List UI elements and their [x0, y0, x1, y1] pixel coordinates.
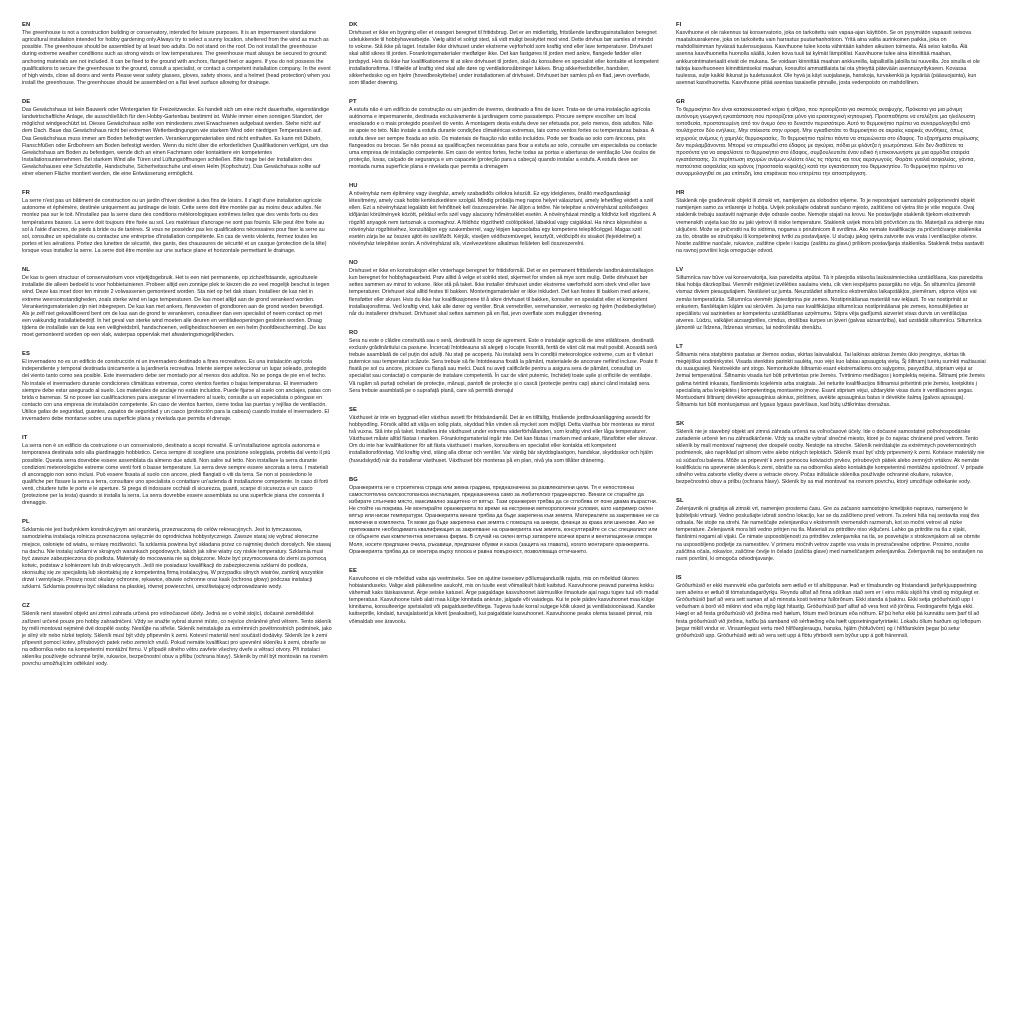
language-code: EN — [22, 22, 31, 28]
language-section — [22, 603, 332, 668]
language-section — [22, 22, 332, 87]
language-section — [349, 22, 659, 87]
instruction-text: Оранжерията не е строителна сграда или зимна градина, предназначена за развлекателни цели. Тя е непостоянна самостоятелна селскостопанска инсталация, предназначена само за любителско градинарство. Винаги се старайте да избирате слънчево място, максимално защитено от вятър. Тази оранжерия трябва да се сглобява от поне двама възрастни. Не стойте на покрива. Не монтирайте оранжерията по време на екстремни метеорологични условия, като например силен вятър или ниски температури. Оранжерията винаги трябва да бъде закрепена към земята. Материалите за закрепване не са включени в комплекта. Тя може да бъде закрепена към земята с помощта на анкери, фланци за крака или шнекове. Ако не притежавате необходимата квалификация за закрепване на оранжерията към земята, консултирайте се със специалист или се обърнете към компетентна монтажна фирма. В случай на силен вятър затворете всички врати и вентилационни отвори Моля, носете предпазни очила, ръкавици, предпазни обувки и каска (защита на главата), когато монтирате оранжерията. Оранжерията трябва да се монтира върху плоска и равна повърхност, позволяваща оттичането. — [349, 484, 659, 555]
instruction-text: Gróðurhúsið er ekki mannvirki eða garðstofa sem ætluð er til afslöppunar. Það er tímabundin og fristandandi jarðyrkjuuppsetning sem aðeins er ætluð til tómstundagarðyrkju. Reyndu alltaf að finna sólríkan stað sem er í eins miklu skjóli frá vindi og mögulegt er. Gróðurhúsið þarf að vera sett saman af að minnsta kosti tveimur fullorðnum. Ekki standa á þakinu. Ekki setja gróðurhúsið upp í veðurham á borð við mikinn vind eða mjög lágt hitastig. Gróðurhúsið þarf alltaf að vera fest við jörðina. Festingarefni fylgja ekki. Hægt er að festa gróðurhúsið við jörðina með hælum, fótum með brúnum eða nöfrum. Ef þú hefur ekki þá kunnáttu sem þarf til að festa gróðurhúsið við jörðina, hafðu þá samband við sérfræðing eða hæft uppsetningarfyrirtæki. Lokaðu öllum hurðum og loftopum þegar mikill vindur er. Vinsamlegast vertu með hlífðargleraugu, hanska, hjálm (höfuðvörn) og í hlífðarskóm þegar þú setur gróðurhúsið upp. Gróðurhúsið ætti að vera sett upp á flötu yfirborði sem býður upp á gott frárennsli. — [676, 583, 981, 639]
language-code: DK — [349, 22, 358, 28]
language-code: IT — [22, 435, 28, 442]
instruction-text: Siltumnīca nav būve vai konservatorija, kas paredzēta atpūtai. Tā ir pārejoša stāvoša lauksaimnieciska uzstādīšana, kas paredzēta tikai hobija dārzkopībai. Vienmēr mēģiniet izvēlēties saulainu vietu, cik vien iespējams pasargātu no vēja. Šo siltumnīcu jāmontē vismaz diviem pieaugušajiem. Nestāviet uz jumta. Neuzstādiet siltumnīcu ekstremālos laikapstākļos, piemēram, stipros vējos vai zemās temperatūrās. Siltumnīca vienmēr jāpiestiprina pie zemes. Nostiprināšanas materiāli nav iekļauti. To var nostiprināt ar enkuriem, flanšētajām kājām vai skrūvēm. Ja jums nav kvalifikācijas siltumnīcas nostiprināšanai pie zemes, konsultējieties ar speciālistu vai sazinieties ar kompetentu uzstādīšanas uzņēmumu. Stipra vēja gadījumā aizveriet visas durvis un ventilācijas atveres. Lūdzu, valkājiet aizsargbrilles, cimdus, drošības kurpes un ķiveri (galvas aizsardzība), kad uzstādāt siltumnīcu. Siltumnīca jāmontē uz līdzena, līdzenas virsmas, lai nodrošinātu drenāžu. — [676, 275, 983, 331]
language-section — [349, 407, 659, 465]
language-section — [349, 568, 659, 626]
language-section — [349, 183, 659, 248]
language-section — [349, 99, 659, 171]
language-code: SE — [349, 406, 357, 413]
language-code: HU — [349, 183, 358, 189]
column-left — [22, 22, 332, 1024]
instruction-text: Kasvihuone ei ole rakennus tai konservatorio, joka on tarkoitettu vain vapaa-ajan käyttöön. Se on pysymätön vapaasti seisova maatalousrakenne, joka on tarkoitettu vain harrastus puutarhanhoitoon. Yritä aina valita aurinkoinen paikka, joka on mahdollisimman hyvässä tuulensuojassa. Kasvihuone tulee koota vähintään kahden aikuisen toimesta. Älä seiso katolla. Älä asenna kasvihuonetta huonolla säällä, kuten kova tuuli tai kylmät lämpötilat. Kasvihuone tulee aina kiinnittää maahan, ankkurointimateriaalit eivät ole mukana. Se voidaan kiinnittää maahan ankkureilla, laipallisilla jaloilla tai ruuveilla. Jos sinulla ei ole taitoja kasvihuoneen kiinnittämiseksi maahan, konsultoi ammattilaista tai ota yhteyttä pätevään asennusyritykseen. Kovassa tuulessa, sulje kaikki ikkunat ja tuuletusaukot. Ole hyvä ja käyt suojalaseja, hanskoja, turvakenkiä ja kypärää (pääsuojainta), kun asennat kasvihuonetta. Kasvihuone pitää asentaa tasaiselle pinnalle, josta vedenpoisto on mahdollinen. — [676, 30, 980, 86]
language-section — [22, 435, 332, 507]
instruction-text: Kasvuhoone ei ole mõeldud vaba aja veetmiseks. See on ajutine iseseisev põllumajanduslik rajatis, mis on mõeldud üksnes hobiaianduseks. Valige alati päikeseline asukoht, mis on tuulte eest võimalikult hästi kaitstud. Kasvuhoone peavad paneima kokku vähemalt kaks täiskasvanut. Ärge seiske katusel. Ärge paigaldage kasvuhoonet äärmuslike ilmaolude ajal nagu tugev tuul või madal temperatuur. Kasvuhoone tuleb alati maa külge kinnitada ankrute, jalgade või vaiadega. Kui te pole pädev kasvuhoonet maa külge kinnitama, konsulteerige spetsialisti või paigaldusettevõttega. Tugeva tuule korral sulgege kõik uksed ja ventilatsiooniavad. Kandke kaitseprille, kindaid, turvajalatseid ja kiivrit (peakaitset), kui paigaldate kasvuhoonet. Kasvuhoone peaks olema tasasel pinnal, mis võimaldab vee äravoolu. — [349, 575, 659, 625]
language-code: CZ — [22, 603, 30, 610]
instruction-text: Zelenjavnik ni gradnja ali zimski vrt, namenjen prostemu času. Gre za začasno samostojno kmetijsko napravo, namenjeno le ljubiteljski vrtnarji. Vedno poskušajte izbrati sončno lokacijo, kar se da zaščiteno pred vetrom. Ta zeleni hiša naj sestavita vsaj dva odrasla. Ne stojte na strehi. Ne nameščajte zelenjavnika v ekstremnih vremenskih razmerah, kot so močni vetrovi ali nizke temperature. Zelenjavnik mora biti vedno pritrjen na tla. Materiali za pritrditev niso vključeni. Lahko ga pritrdite na tla z vijaki, flanšnimi nogami ali vijaki. Če nimate usposobljenosti za pritrditev zelenjavnika na tla, se posvetujte s strokovnjakom ali se obrnite na usposobljeno podjetje za namestitev. V primeru močnih vetrov zaprite vsa vrata in prezračevalne odprtine. Prosimo, nosite zaščitna očala, rokavice, zaščitne čevlje in čelado (zaščita glave) med nameščanjem zelenjavnika. Zelenjavnik naj bo sestavljen na ravni površini, ki omogoča odvodnjavanje. — [676, 506, 983, 562]
language-code: FI — [676, 22, 682, 28]
instruction-text: A növényház nem építmény vagy üvegház, amely szabadidős célokra készült. Ez egy ideiglenes, önálló mezőgazdasági létesítmény, amely csak hobbi kertészkedésre szolgál. Mindig próbálja meg napos helyet választani, amely lehetőleg védett a szél ellen. Ezt a növényházat legalább két felnőttnek kell összeszerelnie. Ne álljon a tetőre. Ne telepítse a növényházat szélsőséges időjárási körülmények között, például erős szél vagy alacsony hőmérséklet esetén. A növényházat mindig a földhöz kell rögzíteni. A rögzítő anyagok nem tartoznak a csomaghoz. A földhöz rögzíthető csölöpökkel, lábakkal vagy csigákkal. Ha nincs képesítése a növényház rögzítéséhez, konzultáljon egy szakemberrel, vagy lépjen kapcsolatba egy kompetens telepítőcéggel. Magas szél esetén zárja be az összes ajtót és szellőzőt. Kérjük, viseljen védőszemüveget, kesztyűt, védőcipőt és sisakot (fejvédelmet) a növényház telepítése során. A növényházat sík, vízelvezetésre alkalmas felületen kell összeszerelni. — [349, 191, 656, 247]
language-section — [676, 267, 986, 332]
instruction-text: Drivhuset er ikke en konstruksjon eller vinterhage beregnet for fritidsformål. Det er en permanent frittstående landbruksinstallasjon kun beregnet for hobbyhagearbeid. Prøv alltid å velge et solrikt sted, skjermet for vinden så mye som mulig. Dette drivhuset bør settes sammen av minst to voksne. Ikke stå på taket. Ikke installer drivhuset under ekstreme værforhold som sterk vind eller lave temperaturer. Drivhuset skal alltid festes til bakken. Monteringsmaterialer er ikke inkludert. Det kan festes til bakken med ankere, flensføtter eller skruer. Hvis du ikke har kvalifikasjonene til å sikre drivhuset til bakken, konsulter en spesialist eller et kompetent installasjonsfirma. Ved kraftig vind, lukk alle dører og ventiler. Bruk vernebriller, vernehansker, vernesko og hjelm (hodebeskyttelse) når du installerer drivhuset. Drivhuset skal settes sammen på en flat, jevn overflate som muliggjør drenering. — [349, 268, 656, 317]
language-section — [676, 190, 986, 255]
language-code: SK — [676, 420, 685, 427]
language-section — [676, 22, 986, 87]
language-section — [676, 99, 986, 178]
language-code: HR — [676, 190, 685, 197]
instruction-text: The greenhouse is not a construction building or conservatory, intended for leisure purposes. It is an impermanent standalone agricultural installation intended for hobby gardening only.Always try to select a sunny location, sheltered from the wind as much as possible. The greenhouse should be assembled by at least two adults. Do not stand on the roof. Do not install the greenhouse during extreme weather conditions such as strong winds or low temperatures. The greenhouse must always be secured to ground: anchoring materials are not included. It can be fixed to the ground with anchors, flanged feet or augers. If you do not possess the qualifications to secure the greenhouse to the ground, consult a specialist, or contact a competent installation company. In the event of high winds, close all doors and vents Please wear safety glasses, gloves, safety shoes, and a helmet (head protection) when you install the greenhouse. The greenhouse should be assembled on a flat level surface allowing for drainage. — [22, 30, 331, 86]
language-code: NL — [22, 267, 30, 274]
language-code: FR — [22, 190, 30, 197]
instruction-text: Szklarnia nie jest budynkiem konstrukcyjnym ani oranżerią, przeznaczoną do celów rekreacyjnych. Jest to tymczasowa, samodzielna instalacja rolnicza przeznaczona wyłącznie do ogrodnictwa hobbystycznego. Zawsze staraj się wybrać słoneczne miejsce, osłonięte od wiatru, w miarę możliwości. Ta szklarnia powinna być składana przez co najmniej dwóch dorosłych. Nie stawaj na dachu. Nie instaluj szklarni w skrajnych warunkach pogodowych, takich jak silne wiatry czy niskie temperatury. Szklarnia musi być zawsze zabezpieczona do podłoża. Materiały do mocowania nie są dołączone. Może być przymocowana do ziemi za pomocą kotwic, podstaw z kołnierzem lub śrub wkręcanych. Jeśli nie posiadasz kwalifikacji do zabezpieczenia szklarni do podłoża, skonsultuj się ze specjalistą lub skontaktuj się z kompetentną firmą instalacyjną. W przypadku silnych wiatrów, zamknij wszystkie drzwi i wentylacje. Proszę nosić okulary ochronne, rękawice, obuwie ochronne oraz kask (ochrona głowy) podczas instalacji szklarni. Szklarnia powinna być składana na płaskiej, równej powierzchni, umożliwiającej odprowadzanie wody. — [22, 527, 332, 591]
language-section — [349, 477, 659, 556]
instruction-text: Skleník není stavební objekt ani zimní zahrada určená pro volnočasové účely. Jedná se o volně stojící, dočasné zemědělské zařízení určené pouze pro hobby zahradničení. Vždy se snažte vybrat slunné místo, co nejvíce chráněné před větrem. Tento skleník by měli montovat nejméně dvě dospělé osoby. Nestůjte na střeše. Skleník neinstalujte za extrémních povětrnostních podmínek, jako je silný vítr nebo nízké teploty. Skleník musí být vždy připevněn k zemi. Kotevní materiál není součástí dodávky. Skleník lze k zemi připevnit pomocí kotev, přírubových patek nebo zemních vrutů. Pokud nemáte kvalifikaci pro upevnění skleníku k zemi, obraťte se na odborníka nebo na kompetentní montážní firmu. V případě silného větru zavřete všechny dveře a větrací otvory. Při instalaci skleníku používejte ochranné brýle, rukavice, bezpečnostní obuv a přilbu (ochrana hlavy). Skleník by měl být montován na rovném povrchu umožňujícím odtékání vody. — [22, 611, 332, 668]
column-right — [676, 22, 986, 1024]
column-middle — [349, 22, 659, 1024]
language-code: LT — [676, 344, 683, 350]
language-code: SL — [676, 497, 684, 504]
instruction-text: A estufa não é um edifício de construção ou um jardim de inverno, destinado a fins de lazer. Trata-se de uma instalação agrícola autónoma e impermanente, destinada exclusivamente à jardinagem como passatempo. Procure sempre escolher um local ensolarado e o mais protegido possível do vento. A montagem desta estufa deve ser efetuada por, pelo menos, dois adultos. Não se apoie no teto. Não instale a estufa durante condições climatéricas extremas, tais como ventos fortes ou temperaturas baixas. A estufa deve ser sempre fixada ao solo. Os materiais de fixação não estão incluídos. Pode ser fixada ao solo com âncoras, pés flangeados ou brocas. Se não possui as qualificações necessárias para fixar a estufa ao solo, consulte um especialista ou contacte uma empresa de instalação competente. Em caso de ventos fortes, feche todas as portas e aberturas de ventilação Use óculos de proteção, luvas, calçado de segurança e um capacete (proteção para a cabeça) quando instalar a estufa. A estufa deve ser montada numa superfície plana e nivelada que permita a drenagem — [349, 107, 657, 170]
language-section — [22, 351, 332, 423]
language-code: LV — [676, 267, 684, 274]
instruction-text: De kas is geen structuur of conservatorium voor vrijetijdsgebruik. Het is een niet permanente, op zichzelfstaande, agriculturele installatie die alleen bedoeld is voor hobbietuinieren. Probeer altijd een zonnige plek te kiezen die zo veel mogelijk beschut is tegen wind. Deze kas moet door ten minste 2 volwassenen gemonteerd worden. Sta niet op het dak staan. Installeer de kas niet in extreme weersomstandigheden, zoals sterke wind en lage temperaturen. De kas moet altijd aan de grond verankerd worden. Verankeringsmaterialen zijn niet inbegrepen. De kas kan met ankers, flensvoeten of grondboren aan de grond worden bevestigd. Als je zelf niet gekwalificeerd bent om de kas aan de grond te verankeren, consulteer dan een specialist of neem contact op met een vakkundig installatiebedrijf. In het geval van sterke wind moeten alle deuren en ventilatieopeningen gesloten worden. Draag tijdens de installatie van de kas een veiligheidsbril, handschoenen, veiligheidsschoenen en een helm (hoofdbescherming). De kas moet gemonteerd worden op een vlak, waterpas oppervlak met afwateringsmogelijkheden. — [22, 275, 330, 338]
language-code: EE — [349, 567, 357, 574]
instruction-text: Das Gewächshaus ist kein Bauwerk oder Wintergarten für Freizeitzwecke. Es handelt sich um eine nicht dauerhafte, eigenständige landwirtschaftliche Anlage, die ausschließlich für den Hobby-Gartenbau bestimmt ist. Wähle immer einen sonnigen Standort, der möglichst windgeschützt ist. Dieses Gewächshaus sollte von mindestens zwei Erwachsenen aufgebaut werden. Stehe nicht auf dem Dach. Baue das Gewächshaus nicht bei extremen Wetterbedingungen wie starkem Wind oder niedrigen Temperaturen auf. Das Gewächshaus muss immer am Boden befestigt werden. Verankerungsmaterialien sind nicht enthalten. Es kann mit Dübeln, Flanschfüßen oder Erdbohrern am Boden befestigt werden. Wenn du nicht über die erforderlichen Qualifikationen verfügst, um das Gewächshaus am Boden zu befestigen, wende dich an einen Fachmann oder kontaktiere ein kompetentes Installationsunternehmen. Bei starkem Wind alle Türen und Lüftungsöffnungen schließen. Bitte trage bei der Installation des Gewächshauses eine Schutzbrille, Handschuhe, Sicherheitsschuhe und einen Helm (Kopfschutz). Das Gewächshaus sollte auf einer ebenen Fläche montiert werden, die eine Entwässerung ermöglicht. — [22, 107, 330, 177]
language-section — [676, 575, 986, 640]
language-section — [349, 260, 659, 318]
instruction-text: Drivhuset er ikke en bygning eller et orangeri beregnet til fritidsbrug. Det er en midlertidig, fritstående landbrugsinstallation beregnet udelukkende til hobbyhavearbejde. Vælg altid et solrigt sted, så vidt muligt beskyttet mod vind. Dette drivhus bør samles af mindst to voksne. Stå ikke på taget. Installer ikke drivhuset under ekstreme vejrforhold som kraftig vind eller lave temperaturer. Drivhuset skal altid sikres til jorden. Forankringsmaterialer medfølger ikke. Det kan fastgøres til jorden med ankre, flangede fødder eller jordspyd. Hvis du ikke har kvalifikationerne til at sikre drivhuset til jorden, skal du konsultere en specialist eller kontakte et kompetent installationsfirma. I tilfælde af kraftig vind skal alle døre og ventilationsåbninger lukkes. Brug sikkerhedsbriller, handsker, sikkerhedssko og en hjelm (hovedbeskyttelse) under installationen af drivhuset. Drivhuset bør samles på en flad, jævn overflade, som tillader dræning. — [349, 30, 659, 86]
language-code: NO — [349, 259, 358, 266]
instruction-text: Växthuset är inte en byggnad eller växthus avsett för fritidsändamål. Det är en tillfällig, fristående jordbruksanläggning avsedd för hobbyodling. Försök alltid att välja en solig plats, skyddad från vinden så mycket som möjligt. Detta växthus bör monteras av minst två vuxna. Stå inte på taket. Installera inte växthuset under extrema väderförhållanden, som kraftig vind eller låga temperaturer. Växthuset måste alltid fästas i marken. Förankringsmaterial ingår inte. Det kan fästas i marken med ankare, flänsfötter eller skruvar. Om du inte har kvalifikationer för att fästa växthuset i marken, konsultera en specialist eller kontakta ett kompetent installationsföretag. Vid kraftig vind, stäng alla dörrar och ventiler. Var vänlig bär skyddsglasögon, handskar, skyddsskor och hjälm (huvudskydd) när du installerar växthuset. Växthuset bör monteras på en plan, nivå yta som tillåter dränering. — [349, 414, 657, 464]
instruction-text: Skleník nie je stavebný objekt ani zimná záhrada určená na voľnočasové účely. Ide o dočasné samostatné poľnohospodárske zariadenie určené len na záhradkárčenie. Vždy sa snažte vybrať slnečné miesto, ktoré je čo najviac chránené pred vetrom. Tento skleník by mali montovať najmenej dve dospelé osoby. Nestojte na streche. Skleník neinštalujte za extrémnych poveternostných podmienok, ako napríklad pri silnom vetre alebo nízkych teplotách. Skleník musí byť vždy pripevnený k zemi. Kotviace materiály nie sú súčasťou balenia. Môže sa pripevniť k zemi pomocou kotviacich prvkov, prírubových pätiek alebo zemných vrtákov. Ak nemáte kvalifikáciu na upevnenie skleníka k zemi, obráťte sa na odborníka alebo kontaktujte kompetentnú montážnu spoločnosť. V prípade silného vetra zatvorte všetky dvere a vetracie otvory. Počas inštalácie skleníka používajte ochranné okuliare, rukavice, bezpečnostnú obuv a prilbu (ochrana hlavy). Skleník by sa mal montovať na rovnom povrchu, ktorý umožňuje odtekanie vody. — [676, 429, 985, 485]
language-code: RO — [349, 329, 358, 336]
language-code: IS — [676, 574, 682, 581]
language-section — [22, 267, 332, 339]
language-code: BG — [349, 476, 358, 483]
language-section — [349, 330, 659, 395]
language-section — [22, 190, 332, 255]
instruction-text: Šiltnamis nėra statybinis pastatas ar žiemos sodas, skirtas laisvalaikiui. Tai laikinas atskiras žemės ūkio įrenginys, skirtas tik mėgėjiškai sodininkystei. Visada stenkitės parinkti saulėtą, nuo vėjo kuo labiau apsaugotą vietą. Šį šiltnamį turėtų surinkti mažiausiai du suaugusieji. Nestovėkite ant stogo. Nemontuokite šiltnamio esant ekstremalioms oro sąlygoms, pavyzdžiui, stipriam vėjui ar žemai temperatūrai. Šiltnamis visada turi būti pritvirtintas prie žemės. Tvirtinimo medžiagos į komplektą neįeina. Šiltnamį prie žemės galima tvirtinti inkarais, flanšiniomis kojelėmis arba sraigtais. Jei neturite kvalifikacijos šiltnamiui pritvirtinti prie žemės, kreipkitės į specialistą arba kreipkitės į kompetentingą montavimo įmonę. Esant stipriam vėjui, uždarykite visas duris ir ventiliacines angas. Montuodami šiltnamį dėvėkite apsauginius akinius, pirštines, avėkite apsauginius batus ir dėvėkite šalmą (galvos apsauga). Šiltnamis turi būti montuojamas ant lygaus lygaus paviršiaus, kad būtų užtikrintas drenažas. — [676, 352, 986, 408]
instruction-text: La serra non è un edificio da costruzione o un conservatorio, destinato a scopi ricreativi. È un'installazione agricola autonoma e temporanea destinata solo alla giardinaggio hobbistico. Cerca sempre di scegliere una posizione soleggiata, protetta dal vento il più possibile. Questa serra dovrebbe essere assemblata da almeno due adulti. Non salire sul tetto. Non installare la serra durante condizioni meteorologiche estreme come venti forti o basse temperature. La serra deve sempre essere ancorata a terra. I materiali di ancoraggio non sono inclusi. Può essere fissata al suolo con ancore, piedi flangiati o viti da terra. Se non si possiedono le qualifiche per fissare la serra a terra, consultare uno specialista o contattare un'azienda di installazione competente. In caso di forti venti, chiudere tutte le porte e le aperture. Si prega di indossare occhiali di sicurezza, guanti, scarpe di sicurezza e un casco (protezione per la testa) quando si installa la serra. La serra dovrebbe essere assemblata su una superficie piana che consenta il drenaggio. — [22, 443, 331, 507]
language-code: PT — [349, 98, 357, 105]
language-section — [676, 421, 986, 486]
instruction-text: Staklenik nije građevinski objekt ili zimski vrt, namijenjen za slobodno vrijeme. To je nepostojani samostalni poljoprivredni objekt namijenjen samo za vrtlarenje iz hobija. Uvijek pokušajte odabrati sunčano mjesto, zaštićeno od vjetra što je više moguće. Ovaj staklenik trebaju sastaviti najmanje dvije odrasle osobe. Nemojte stajati na krovu. Ne postavljajte staklenik tijekom ekstremnih vremenskih uvjeta kao što su jaki vjetrovi ili niske temperature. Staklenik uvijek mora biti pričvršćen za tlo. Materijali za sidrenje nisu uključeni. Može se pričvrstiti na tlo sidrima, nogama s prirubnicom ili svrdlima. Ako nemate kvalifikacije za pričvršćivanje staklenika za tlo, obratite se stručnjaku ili kompetentnoj tvrtki za postavljanje. U slučaju jakog vjetra zatvorite sva vrata i ventilacijske otvore. Nosite zaštitne naočale, rukavice, zaštitne cipele i kacigu (zaštitu za glavu) prilikom postavljanja staklenika. Staklenik treba sastaviti na ravnoj površini koja omogućuje odvod. — [676, 198, 985, 254]
instruction-text: Sera nu este o clădire construită sau o seră, destinată în scop de agrement. Este o instalație agricolă de sine stătătoare, destinată exclusiv grădinăritului ca pasiune. Încercați întotdeauna să alegeți o locație însorită, ferită de vânt cât mai mult posibil. Această seră trebuie asamblată de cel puțin doi adulți. Nu stați pe acoperiș. Nu instalați sera în condiții meteorologice extreme, cum ar fi vânturi puternice sau temperaturi scăzute. Sera trebuie să fie întotdeauna fixată la pământ, materialele de ancorare nefiind incluse. Poate fi fixată pe sol cu ancore, picioare cu flanșă sau melci. Dacă nu aveți calificările pentru a asigura sera de pământ, consultați un specialist sau contactați o companie de instalare competentă. În caz de vânt puternic, închideți toate ușile și orificiile de ventilație. Vă rugăm să purtați ochelari de protecție, mănuși, pantofi de protecție și o cască (protecție pentru cap) atunci când instalați sera. Sera trebuie asamblată pe o suprafață plană, care să permită drenajul — [349, 338, 658, 394]
language-code: PL — [22, 519, 30, 526]
language-section — [676, 344, 986, 409]
instruction-text: Το θερμοκήπιο δεν είναι κατασκευαστικό κτίριο ή αίθριο, που προορίζεται για σκοπούς αναψυχής. Πρόκειται για μια μόνιμη αυτόνομη γεωργική εγκατάσταση που προορίζεται μόνο για ερασιτεχνική κηπουρική. Προσπαθήστε να επιλέξετε μια ηλιόλουστη τοποθεσία, προστατευμένη από τον άνεμο όσο το δυνατόν περισσότερο. Αυτό το θερμοκήπιο πρέπει να συναρμολογηθεί από τουλάχιστον δύο ενήλικες. Μην στέκεστε στην οροφή. Μην εγκαθιστάτε το θερμοκήπιο σε ακραίες καιρικές συνθήκες, όπως ισχυρούς ανέμους ή χαμηλές θερμοκρασίες. Το θερμοκήπιο πρέπει πάντα να στερεώνεται στο έδαφος. Τα εξαρτήματα στερέωσης δεν περιλαμβάνονται. Μπορεί να στερεωθεί στο έδαφος με αγκύρια, πόδια με φλάντζα ή γεωτρύπανα. Εάν δεν διαθέτετε τα προσόντα για να ασφαλίσετε το θερμοκήπιο στο έδαφος, συμβουλευτείτε έναν ειδικό ή επικοινωνήστε με μια αρμόδια εταιρεία εγκατάστασης. Σε περίπτωση ισχυρών ανέμων κλείστε όλες τις πόρτες και τους αεραγωγούς. Φοράτε γυαλιά ασφαλείας, γάντια, παπούτσια ασφαλείας και κράνος (προστασία κεφαλής) κατά την εγκατάσταση του θερμοκηπίου. Το θερμοκήπιο πρέπει να συναρμολογηθεί σε μια επίπεδη, ίσια επιφάνεια που επιτρέπει την αποστράγγιση. — [676, 107, 979, 177]
instruction-text: La serre n'est pas un bâtiment de construction ou un jardin d'hiver destiné à des fins de loisirs. Il s'agit d'une installation agricole autonome et éphémère, destinée uniquement au jardinage de loisir. Cette serre doit être montée par au moins deux adultes. Ne montez pas sur le toit. N'installez pas la serre dans des conditions météorologiques extrêmes telles que des vents forts ou des températures basses. La serre doit toujours être fixée au sol. Les matériaux d'ancrage ne sont pas fournis. Elle peut être fixée au sol à l'aide d'ancres, de pieds à bride ou de tarières. Si vous ne possédez pas les qualifications nécessaires pour fixer la serre au sol, consultez un spécialiste ou contactez une entreprise d'installation compétente. En cas de vents violents, fermez toutes les portes et les aérations. Portez des lunettes de sécurité, des gants, des chaussures de sécurité et un casque (protection de la tête) lorsque vous installez la serre. La serre doit être montée sur une surface plane et horizontale permettant le drainage. — [22, 198, 327, 254]
language-code: DE — [22, 98, 31, 105]
language-section — [676, 498, 986, 563]
language-section — [22, 99, 332, 178]
language-section — [22, 519, 332, 591]
instruction-text: El invernadero no es un edificio de construcción ni un invernadero destinado a fines recreativos. Es una instalación agrícola independiente y temporal destinada únicamente a la jardinería recreativa. Intente siempre seleccionar un lugar soleado, protegido del viento tanto como sea posible. Este invernadero debe ser montado por al menos dos adultos. No se ponga de pie en el techo. No instale el invernadero durante condiciones climáticas extremas, como vientos fuertes o bajas temperaturas. El invernadero siempre debe estar asegurado al suelo. Los materiales de anclaje no están incluidos. Puede fijarse al suelo con anclajes, patas con brida o barrenas. Si no posee las cualificaciones para asegurar el invernadero al suelo, consulte a un especialista o póngase en contacto con una empresa de instalación competente. En caso de vientos fuertes, cierre todas las puertas y rejillas de ventilación. Utilice gafas de seguridad, guantes, zapatos de seguridad y un casco (protección para la cabeza) cuando instale el invernadero. El invernadero debe montarse sobre una superficie plana y nivelada que permita el drenaje. — [22, 359, 331, 423]
language-code: GR — [676, 98, 685, 105]
language-code: ES — [22, 351, 30, 358]
